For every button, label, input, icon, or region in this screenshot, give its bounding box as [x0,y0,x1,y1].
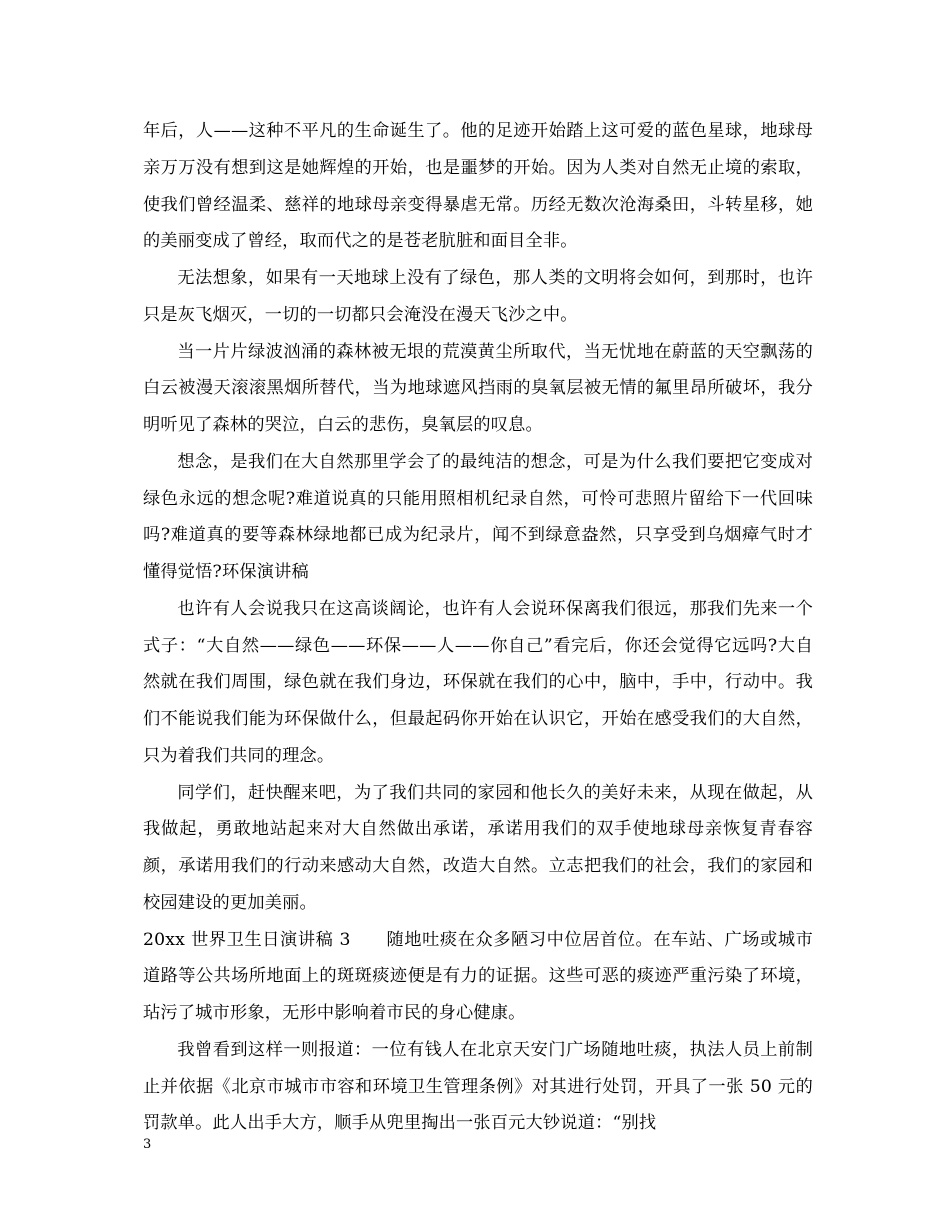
paragraph-6: 同学们，赶快醒来吧，为了我们共同的家园和他长久的美好未来，从现在做起，从我做起，勇敢地站起来对大自然做出承诺，承诺用我们的双手使地球母亲恢复青春容颜，承诺用我们的行动来感动大自然，改造大自然。立志把我们的社会，我们的家园和校园建设的更加美丽。 [143,782,813,913]
paragraph-3: 当一片片绿波汹涌的森林被无垠的荒漠黄尘所取代，当无忧地在蔚蓝的天空飘荡的白云被漫天滚滚黑烟所替代，当为地球遮风挡雨的臭氧层被无情的氟里昂所破坏，我分明听见了森林的哭泣，白云的悲伤，臭氧层的叹息。 [143,341,813,435]
paragraph-7: 20xx 世界卫生日演讲稿 3 随地吐痰在众多陋习中位居首位。在车站、广场或城市道路等公共场所地面上的斑斑痰迹便是有力的证据。这些可恶的痰迹严重污染了环境，玷污了城市形象，无形中影响着市民的身心健康。 [143,929,813,1023]
paragraph-8: 我曾看到这样一则报道：一位有钱人在北京天安门广场随地吐痰，执法人员上前制止并依据《北京市城市市容和环境卫生管理条例》对其进行处罚，开具了一张 50 元的罚款单。此人出手大方，顺手从兜里掏出一张百元大钞说道：“别找 [143,1039,813,1134]
page-number: 3 [143,1137,152,1152]
paragraph-4: 想念，是我们在大自然那里学会了的最纯洁的想念，可是为什么我们要把它变成对绿色永远的想念呢?难道说真的只能用照相机纪录自然，可怜可悲照片留给下一代回味吗?难道真的要等森林绿地都已成为纪录片，闻不到绿意盎然，只享受到乌烟瘴气时才懂得觉悟?环保演讲稿 [143,451,813,582]
paragraph-2: 无法想象，如果有一天地球上没有了绿色，那人类的文明将会如何，到那时，也许只是灰飞烟灭，一切的一切都只会淹没在漫天飞沙之中。 [143,268,813,325]
document-body [143,113,813,1142]
paragraph-1: 年后，人——这种不平凡的生命诞生了。他的足迹开始踏上这可爱的蓝色星球，地球母亲万万没有想到这是她辉煌的开始，也是噩梦的开始。因为人类对自然无止境的索取，使我们曾经温柔、慈祥的地球母亲变得暴虐无常。历经无数次沧海桑田，斗转星移，她的美丽变成了曾经，取而代之的是苍老肮脏和面目全非。 [143,121,813,252]
paragraph-5: 也许有人会说我只在这高谈阔论，也许有人会说环保离我们很远，那我们先来一个式子：“大自然——绿色——环保——人——你自己”看完后，你还会觉得它远吗?大自然就在我们周围，绿色就在我们身边，环保就在我们的心中，脑中，手中，行动中。我们不能说我们能为环保做什么，但最起码你开始在认识它，开始在感受我们的大自然，只为着我们共同的理念。 [143,598,813,766]
